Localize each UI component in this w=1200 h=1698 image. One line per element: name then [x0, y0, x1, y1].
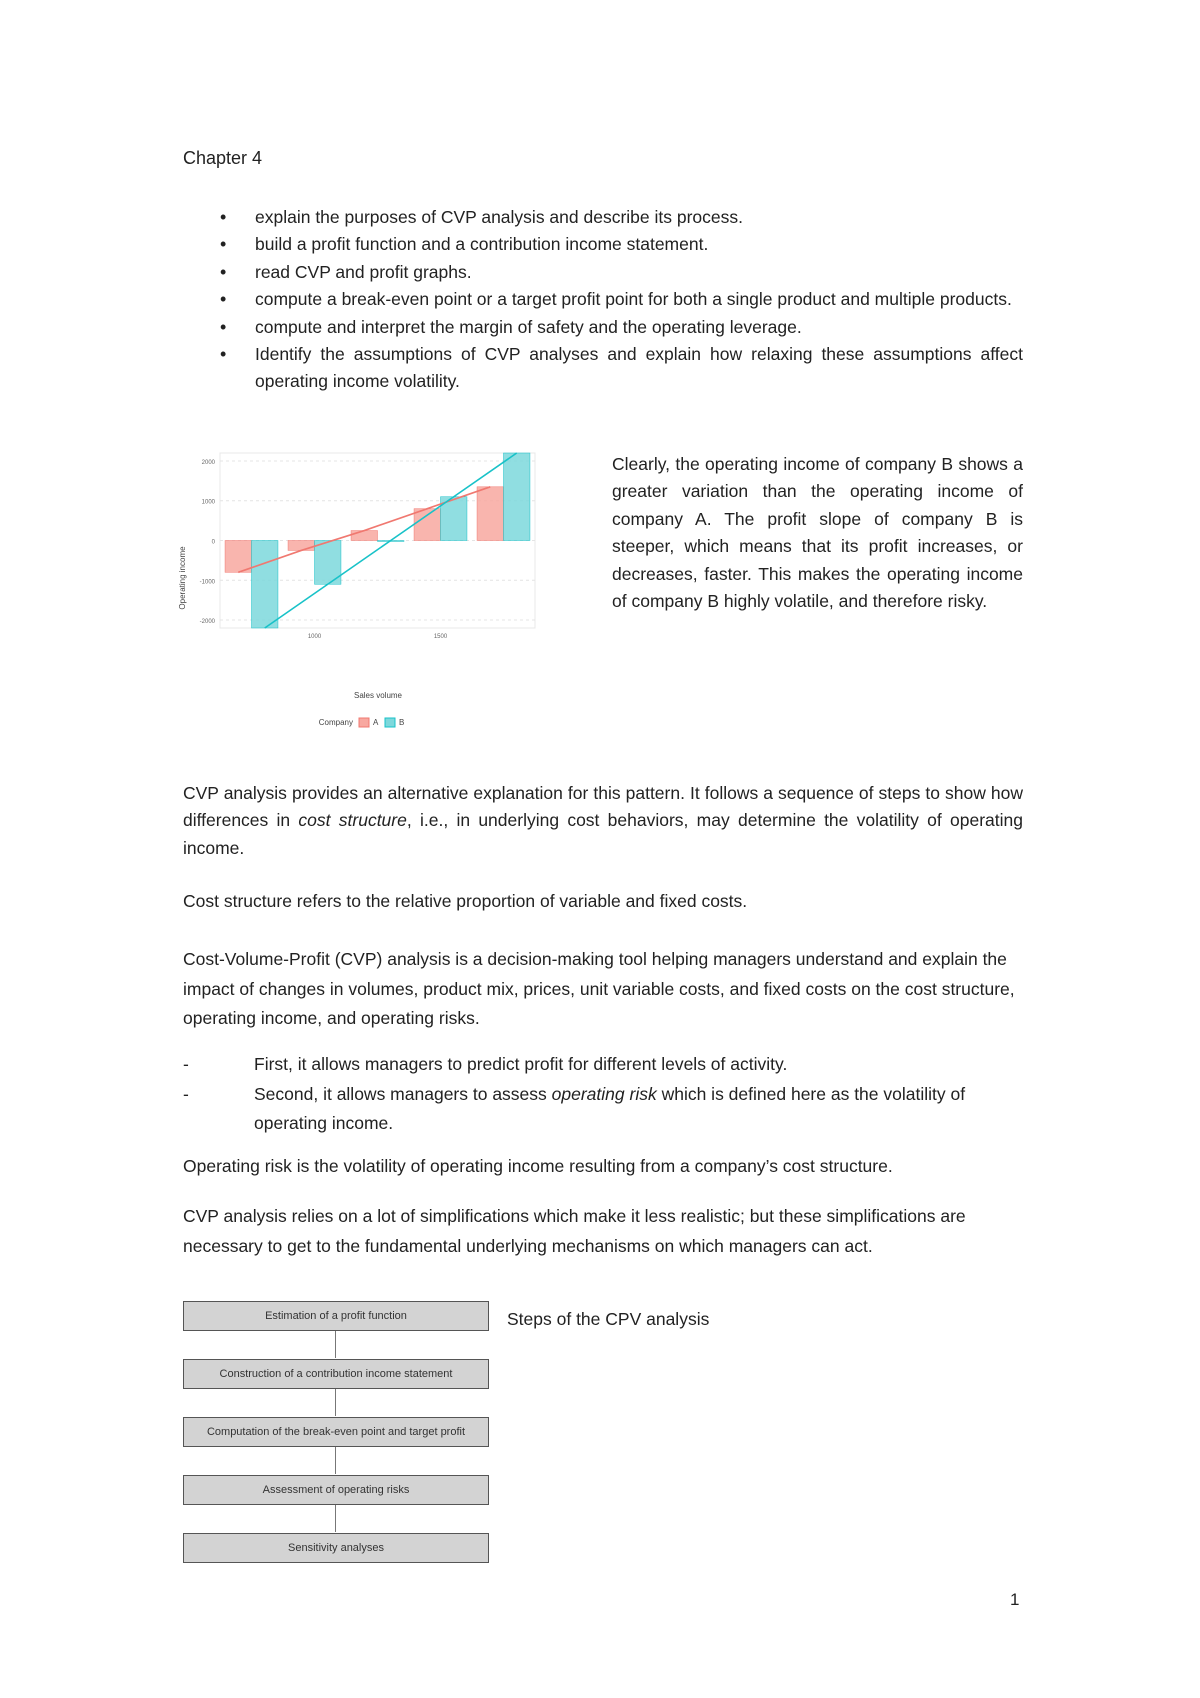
objective-item: • compute and interpret the margin of safety and the operating leverage.	[183, 314, 1023, 341]
y-tick-label: -1000	[199, 579, 215, 586]
objective-item: • explain the purposes of CVP analysis and describe its process.	[183, 204, 1023, 231]
y-tick-label: 1000	[201, 499, 215, 506]
bar-a	[477, 487, 503, 541]
step-box: Sensitivity analyses	[183, 1533, 489, 1563]
bar-b	[504, 453, 530, 541]
bar-b	[252, 541, 278, 629]
flow-connector	[335, 1446, 336, 1474]
legend-swatch-b	[385, 718, 395, 727]
objective-item: • build a profit function and a contribution income statement.	[183, 231, 1023, 258]
bar-a	[225, 541, 251, 573]
y-tick-label: 0	[211, 539, 215, 546]
objective-item: • read CVP and profit graphs.	[183, 259, 1023, 286]
bar-a	[288, 541, 314, 551]
dash-marker: -	[183, 1054, 189, 1074]
dash-marker: -	[183, 1083, 189, 1104]
x-tick-label: 1000	[307, 634, 322, 640]
flow-connector	[335, 1388, 336, 1416]
step-box: Computation of the break-even point and target profit	[183, 1417, 489, 1447]
list-item	[183, 1080, 1023, 1139]
step-box: Estimation of a profit function	[183, 1301, 489, 1331]
legend-label-b: B	[399, 718, 405, 727]
chapter-title: Chapter 4	[183, 148, 263, 168]
bar-a	[351, 531, 377, 541]
y-tick-label: 2000	[201, 459, 215, 466]
objective-item: • compute a break-even point or a target profit point for both a single product and multiple products.	[183, 286, 1023, 313]
emphasis-cost-structure: cost structure	[298, 810, 407, 831]
text-segment: Second, it allows managers to assess	[254, 1083, 552, 1104]
emphasis-operating-risk: operating risk	[551, 1083, 657, 1104]
step-box: Assessment of operating risks	[183, 1475, 489, 1505]
page-number: 1	[1010, 1590, 1020, 1609]
text-segment: which is defined here as the volatility of operating income.	[254, 1083, 966, 1133]
objective-item: • Identify the assumptions of CVP analyses and explain how relaxing these assumptions affect operating income volatility.	[183, 341, 1023, 396]
operating-risk-definition: Operating risk is the volatility of operating income resulting from a company’s cost structure.	[183, 1156, 893, 1176]
y-axis-ticks	[200, 460, 216, 625]
text-segment: , i.e., in underlying cost behaviors, may determine the volatility of operating income.	[183, 810, 1023, 858]
step-box: Construction of a contribution income statement	[183, 1359, 489, 1389]
list-item	[183, 1050, 1023, 1080]
cost-structure-definition: Cost structure refers to the relative proportion of variable and fixed costs.	[183, 891, 748, 911]
learning-objectives-list	[183, 204, 1023, 396]
text-segment: CVP analysis provides an alternative explanation for this pattern. It follows a sequence of steps to show how differences in	[183, 783, 1023, 831]
cvp-steps-flowchart	[183, 1301, 489, 1561]
y-axis-label: Operating income	[178, 546, 187, 610]
legend-title: Company	[318, 718, 353, 727]
use-first: First, it allows managers to predict profit for different levels of activity.	[254, 1054, 788, 1074]
chart-explanation-paragraph: Clearly, the operating income of company B shows a greater variation than the operating income of company A. The profit slope of company B is steeper, which means that its profit increases, or decreases, faster. This makes the operating income of company B highly volatile, and therefore risky.	[612, 454, 1023, 612]
bar-a	[414, 509, 440, 541]
x-tick-label: 1500	[433, 634, 448, 640]
cvp-alternative-paragraph	[183, 780, 1023, 862]
cvp-uses-list	[183, 1050, 1023, 1139]
flow-connector	[335, 1330, 336, 1358]
simplifications-paragraph: CVP analysis relies on a lot of simplifications which make it less realistic; but these simplifications are necessary to get to the fundamental underlying mechanisms on which managers can act.	[183, 1206, 966, 1256]
cvp-definition-paragraph: Cost-Volume-Profit (CVP) analysis is a decision-making tool helping managers understand and explain the impact of changes in volumes, product mix, prices, unit variable costs, and fixed costs on the cost structure, operating income, and operating risks.	[183, 949, 1015, 1028]
steps-caption: Steps of the CPV analysis	[507, 1309, 710, 1329]
legend-swatch-a	[359, 718, 369, 727]
x-axis-label: Sales volume	[353, 691, 403, 700]
legend-label-a: A	[373, 718, 379, 727]
x-axis-ticks	[308, 634, 448, 640]
chart-legend	[319, 718, 405, 727]
y-tick-label: -2000	[199, 619, 215, 626]
flow-connector	[335, 1504, 336, 1532]
operating-income-chart	[175, 443, 595, 745]
